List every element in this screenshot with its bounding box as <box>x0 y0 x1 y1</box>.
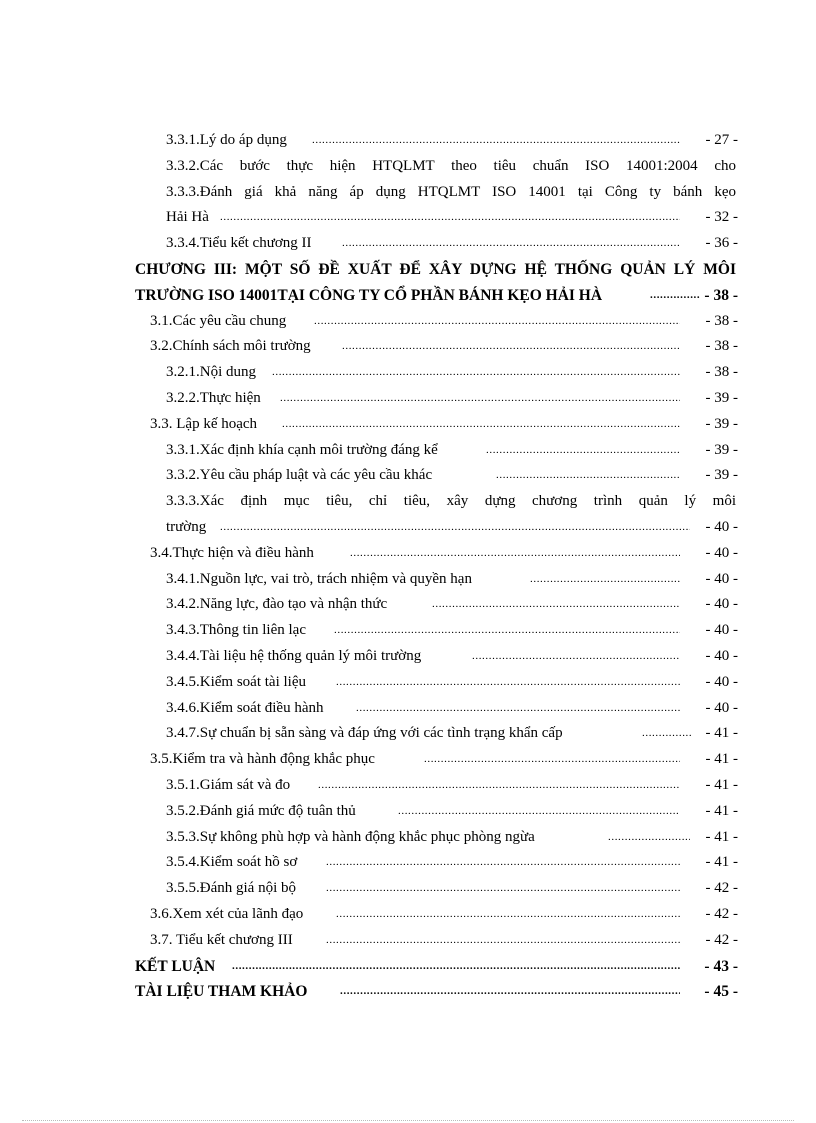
toc-dot-leader <box>350 541 680 567</box>
toc-entry <box>0 902 816 928</box>
toc-page-number: - 40 - <box>705 673 738 690</box>
toc-entry-title: 3.3.1.Lý do áp dụng <box>166 132 287 148</box>
toc-dot-leader <box>220 205 680 231</box>
toc-dot-leader <box>472 644 680 670</box>
toc-dot-leader <box>220 515 690 541</box>
toc-entry-title: 3.4.7.Sự chuẩn bị sẵn sàng và đáp ứng với các tình trạng khẩn cấp <box>166 725 563 742</box>
toc-entry <box>0 747 816 773</box>
toc-dot-leader <box>318 773 680 799</box>
toc-entry <box>0 515 816 541</box>
toc-dot-leader <box>342 334 680 360</box>
toc-page-number: - 40 - <box>705 622 738 639</box>
toc-entry-title: 3.7. Tiểu kết chương III <box>150 931 293 948</box>
toc-page-number: - 40 - <box>705 544 738 561</box>
toc-entry-title: 3.5.5.Đánh giá nội bộ <box>166 880 296 897</box>
toc-entry <box>0 773 816 799</box>
toc-page-number: - 41 - <box>705 725 738 742</box>
toc-entry <box>0 154 816 180</box>
toc-page-number: - 41 - <box>705 776 738 793</box>
toc-entry-title: trường <box>166 518 207 535</box>
toc-page-number: - 45 - <box>704 983 738 1001</box>
toc-page-number: - 40 - <box>705 570 738 587</box>
toc-page-number: - 40 - <box>705 596 738 613</box>
toc-dot-leader <box>530 567 680 593</box>
toc-page-number: - 32 - <box>705 209 738 226</box>
page-bottom-divider <box>22 1120 794 1121</box>
toc-entry <box>0 876 816 902</box>
toc-page-number: - 38 - <box>704 286 738 304</box>
toc-entry <box>0 205 816 231</box>
toc-dot-leader <box>398 799 680 825</box>
toc-dot-leader <box>496 463 680 489</box>
toc-dot-leader <box>282 412 680 438</box>
toc-page-number: - 41 - <box>705 751 738 768</box>
toc-entry-title: 3.3.2.Yêu cầu pháp luật và các yêu cầu khác <box>166 467 433 484</box>
toc-entry <box>0 670 816 696</box>
toc-page-number: - 41 - <box>705 802 738 819</box>
toc-entry <box>0 463 816 489</box>
toc-entry-title: 3.4.3.Thông tin liên lạc <box>166 622 306 639</box>
toc-entry <box>0 412 816 438</box>
toc-page-number: - 42 - <box>705 880 738 897</box>
toc-entry <box>0 283 816 309</box>
toc-entry-title: 3.3.2.Các bước thực hiện HTQLMT theo tiêu chuẩn ISO 14001:2004 cho <box>166 157 736 174</box>
toc-dot-leader <box>272 360 680 386</box>
toc-entry-title: 3.4.Thực hiện và điều hành <box>150 544 314 561</box>
toc-dot-leader <box>650 283 700 309</box>
toc-entry-title: 3.3.4.Tiểu kết chương II <box>166 235 312 252</box>
toc-page-number: - 43 - <box>704 957 738 975</box>
toc-page-number: - 41 - <box>705 828 738 845</box>
toc-entry <box>0 257 816 283</box>
toc-entry-title: 3.3.3.Xác định mục tiêu, chỉ tiêu, xây dựng chương trình quản lý môi <box>166 493 736 510</box>
toc-page-number: - 39 - <box>705 441 738 458</box>
toc-entry <box>0 644 816 670</box>
toc-dot-leader <box>342 231 680 257</box>
toc-dot-leader <box>608 825 690 851</box>
toc-entry-title: 3.2.Chính sách môi trường <box>150 338 311 355</box>
toc-entry <box>0 567 816 593</box>
toc-dot-leader <box>326 876 680 902</box>
toc-entry <box>0 592 816 618</box>
toc-page-number: - 40 - <box>705 518 738 535</box>
toc-entry <box>0 386 816 412</box>
toc-entry <box>0 799 816 825</box>
toc-entry-title: 3.4.2.Năng lực, đào tạo và nhận thức <box>166 596 388 613</box>
toc-page-number: - 38 - <box>705 312 738 329</box>
toc-entry <box>0 231 816 257</box>
toc-dot-leader <box>432 592 680 618</box>
toc-entry-title: KẾT LUẬN <box>135 957 216 975</box>
toc-entry-title: 3.2.2.Thực hiện <box>166 389 261 406</box>
toc-dot-leader <box>424 747 680 773</box>
toc-dot-leader <box>312 128 680 154</box>
toc-entry <box>0 825 816 851</box>
toc-dot-leader <box>314 309 680 335</box>
toc-page-number: - 27 - <box>705 132 738 148</box>
toc-entry-title: 3.5.2.Đánh giá mức độ tuân thủ <box>166 802 356 819</box>
toc-page-number: - 39 - <box>705 415 738 432</box>
toc-entry-title: 3.2.1.Nội dung <box>166 364 256 381</box>
toc-dot-leader <box>280 386 680 412</box>
toc-entry <box>0 721 816 747</box>
toc-dot-leader <box>642 721 692 747</box>
toc-page-number: - 38 - <box>705 338 738 355</box>
toc-entry <box>0 979 816 1005</box>
toc-entry-title: 3.5.Kiểm tra và hành động khắc phục <box>150 751 375 768</box>
toc-entry-title: 3.3. Lập kế hoạch <box>150 415 258 432</box>
toc-entry <box>0 128 816 154</box>
toc-dot-leader <box>336 670 680 696</box>
toc-entry <box>0 954 816 980</box>
toc-entry <box>0 180 816 206</box>
toc-page-number: - 39 - <box>705 467 738 484</box>
toc-dot-leader <box>326 850 680 876</box>
toc-page-number: - 39 - <box>705 389 738 406</box>
toc-entry <box>0 928 816 954</box>
toc-entry-title: 3.3.1.Xác định khía cạnh môi trường đáng kể <box>166 441 438 458</box>
toc-entry <box>0 489 816 515</box>
toc-dot-leader <box>486 438 680 464</box>
toc-page-number: - 41 - <box>705 854 738 871</box>
toc-page-number: - 40 - <box>705 647 738 664</box>
toc-entry-title: 3.5.1.Giám sát và đo <box>166 776 291 793</box>
toc-entry-title: 3.4.1.Nguồn lực, vai trò, trách nhiệm và quyền hạn <box>166 570 472 587</box>
toc-entry-title: Hải Hà <box>166 209 209 226</box>
toc-entry-title: 3.4.6.Kiểm soát điều hành <box>166 699 324 716</box>
toc-page-number: - 42 - <box>705 931 738 948</box>
toc-entry-title: 3.4.4.Tài liệu hệ thống quản lý môi trường <box>166 647 422 664</box>
toc-entry-title: CHƯƠNG III: MỘT SỐ ĐỀ XUẤT ĐỂ XÂY DỰNG HỆ THỐNG QUẢN LÝ MÔI <box>135 260 736 278</box>
toc-entry <box>0 334 816 360</box>
toc-dot-leader <box>356 696 680 722</box>
toc-page-number: - 38 - <box>705 364 738 381</box>
toc-dot-leader <box>326 928 680 954</box>
toc-entry-title: 3.1.Các yêu cầu chung <box>150 312 287 329</box>
toc-entry-title: 3.5.4.Kiểm soát hồ sơ <box>166 854 298 871</box>
toc-dot-leader <box>232 954 680 980</box>
toc-dot-leader <box>334 618 680 644</box>
toc-entry-title: TRƯỜNG ISO 14001TẠI CÔNG TY CỔ PHẦN BÁNH KẸO HẢI HÀ <box>135 286 603 304</box>
toc-entry <box>0 309 816 335</box>
toc-entry <box>0 696 816 722</box>
toc-entry-title: 3.3.3.Đánh giá khả năng áp dụng HTQLMT ISO 14001 tại Công ty bánh kẹo <box>166 183 736 200</box>
toc-entry-title: 3.6.Xem xét của lãnh đạo <box>150 905 304 922</box>
toc-entry <box>0 541 816 567</box>
toc-entry <box>0 438 816 464</box>
toc-page-number: - 42 - <box>705 905 738 922</box>
toc-page-number: - 36 - <box>705 235 738 252</box>
toc-entry <box>0 360 816 386</box>
toc-entry <box>0 850 816 876</box>
toc-entry-title: 3.4.5.Kiểm soát tài liệu <box>166 673 306 690</box>
toc-page-number: - 40 - <box>705 699 738 716</box>
toc-dot-leader <box>340 979 680 1005</box>
toc-entry-title: TÀI LIỆU THAM KHẢO <box>135 983 308 1001</box>
toc-entry <box>0 618 816 644</box>
table-of-contents <box>0 128 816 1005</box>
toc-dot-leader <box>336 902 680 928</box>
toc-entry-title: 3.5.3.Sự không phù hợp và hành động khắc phục phòng ngừa <box>166 828 535 845</box>
